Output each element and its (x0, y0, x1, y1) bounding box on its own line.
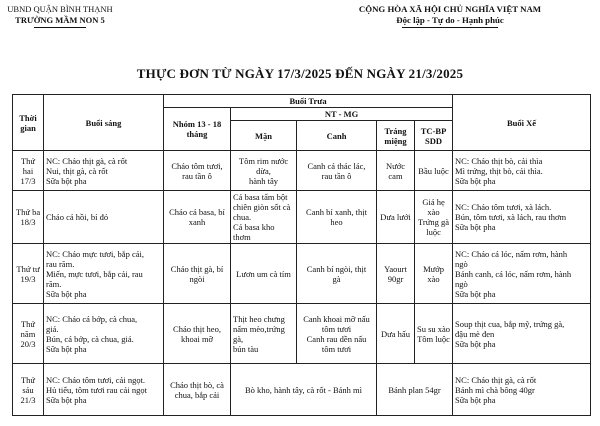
table-row (13, 151, 591, 191)
cell-line: Mì trứng, thịt bò, cải thìa. (455, 165, 543, 176)
cell-line: xanh (188, 217, 206, 227)
cell-line: ngò (455, 258, 468, 269)
cell-line: Canh bí xanh, thịt (306, 207, 367, 217)
col-special: TC-BP SDD (415, 121, 453, 151)
infant-cell (164, 244, 231, 304)
afternoon-cell (453, 304, 591, 364)
cell-line: Thứ tư (16, 263, 40, 274)
cell-line: Sữa bột pha (46, 343, 87, 354)
cell-line: Trứng gà (418, 217, 450, 227)
infant-cell (164, 364, 231, 416)
col-morning: Buổi sáng (44, 95, 164, 151)
cell-line: Canh khoai mỡ nấu (303, 313, 370, 324)
cell-line: hành tây (248, 175, 279, 186)
cell-line: chua. (233, 212, 252, 222)
cell-line: bún tàu (233, 343, 259, 354)
cell-line: NC: Cháo cá lóc, nấm rơm, hành (455, 248, 568, 259)
cell-line: Tôm rim nước dừa, (238, 155, 289, 176)
salty-cell (231, 191, 297, 244)
cell-line: chiên giòn sốt cà (233, 202, 291, 212)
day-cell (13, 151, 44, 191)
cell-line: Nước (385, 160, 405, 171)
special-cell (415, 151, 453, 191)
cell-line: ngò (455, 278, 468, 289)
morning-cell (44, 304, 164, 364)
cell-line: heo (330, 217, 343, 227)
cell-line: Sữa bột pha (455, 222, 496, 232)
cell-line: Cháo thịt heo, (173, 323, 221, 334)
table-row (13, 244, 591, 304)
cell-line: giá. (46, 323, 59, 334)
cell-line: Cháo cá hồi, bí đỏ (46, 212, 109, 222)
day-cell (13, 304, 44, 364)
cell-line: rau tần ô (182, 170, 212, 181)
cell-line: Cá basa kho thơm (233, 222, 275, 242)
cell-line: nấm mèo,trứng gà, (233, 323, 285, 344)
cell-line: Su su xào (417, 323, 451, 334)
dessert-cell (377, 151, 415, 191)
soup-cell (297, 244, 377, 304)
salty-cell (231, 244, 297, 304)
cell-line: NC: Cháo tôm tươi, cải ngọt. (46, 374, 146, 385)
cell-line: Cháo tôm tươi, (171, 160, 223, 171)
cell-line: Lươn um cà tím (236, 268, 291, 279)
cell-line: NC: Cháo thịt gà, cà rốt (46, 155, 128, 166)
special-cell (415, 244, 453, 304)
cell-line: ngòi (189, 273, 205, 284)
table-row (13, 304, 591, 364)
afternoon-cell (453, 364, 591, 416)
day-cell (13, 244, 44, 304)
cell-line: Soup thịt cua, bắp mỹ, trứng gà, (455, 318, 565, 329)
cell-line: Hủ tiếu, tôm tươi rau cải ngọt (46, 384, 147, 395)
cell-line: luộc (426, 227, 441, 237)
cell-line: Dưa lưới (380, 212, 411, 222)
header-right (300, 4, 600, 28)
cell-line: Bánh canh, cá lóc, nấm rơm, hành (455, 268, 572, 279)
morning-cell (44, 244, 164, 304)
cell-line: Thứ ba (15, 207, 41, 217)
col-soup: Canh (297, 121, 377, 151)
cell-line: Sữa bột pha (46, 175, 87, 186)
cell-line: Sữa bột pha (455, 288, 496, 299)
cell-line: cam (388, 170, 403, 181)
col-afternoon: Buổi Xế (453, 95, 591, 151)
afternoon-cell (453, 244, 591, 304)
cell-line: tôm tươi (321, 343, 352, 354)
cell-line: Dưa hấu (381, 328, 410, 339)
national-motto: Độc lập - Tự do - Hạnh phúc (396, 15, 504, 25)
soup-cell (297, 151, 377, 191)
cell-line: rau tần ô (321, 170, 352, 181)
cell-line: Mướp xào (423, 263, 444, 284)
cell-line: Miến, mực tươi, bắp cải, rau (46, 268, 143, 279)
cell-line: 90gr (387, 273, 404, 284)
cell-line: Giá hẹ xào (422, 197, 445, 217)
col-salty: Mặn (231, 121, 297, 151)
cell-line: Bún, cá bớp, cà chua, giá. (46, 333, 134, 344)
cell-line: rau răm. (46, 258, 75, 269)
cell-line: 18/3 (20, 217, 36, 227)
col-time: Thời gian (13, 95, 44, 151)
cell-line: Tôm luộc (417, 333, 450, 344)
cell-line: Bánh plan 54gr (388, 384, 441, 395)
morning-cell (44, 191, 164, 244)
special-cell (415, 191, 453, 244)
salty-cell (231, 304, 297, 364)
salty-cell (231, 151, 297, 191)
soup-cell (297, 304, 377, 364)
header-left (0, 4, 120, 28)
cell-line: Cháo thịt gà, bí (170, 263, 224, 274)
soup-cell (297, 191, 377, 244)
morning-cell (44, 151, 164, 191)
cell-line: 20/3 (20, 338, 36, 349)
cell-line: Sữa bột pha (46, 288, 87, 299)
col-dessert: Tráng miệng (377, 121, 415, 151)
menu-table (12, 94, 591, 416)
cell-line: Bầu luộc (418, 165, 449, 176)
afternoon-cell (453, 191, 591, 244)
cell-line: Sữa bột pha (46, 394, 87, 405)
cell-line: khoai mỡ (180, 333, 214, 344)
cell-line: Thịt heo chưng (233, 313, 285, 324)
cell-line: Bún, tôm tươi, xà lách, rau thơm (455, 212, 567, 222)
cell-line: 17/3 (20, 175, 36, 186)
cell-line: chua, bắp cải (174, 389, 220, 400)
cell-line: 19/3 (20, 273, 36, 284)
cell-line: NC: Cháo thịt bò, cải thìa (455, 155, 543, 166)
cell-line: tôm tươi (321, 323, 352, 334)
cell-line: Cá basa tẩm bột (233, 192, 288, 202)
cell-line: NC: Cháo mực tươi, bắp cải, (46, 248, 144, 259)
dessert-cell (377, 191, 415, 244)
org-name: UBND QUẬN BÌNH THẠNH (7, 4, 113, 14)
cell-line: năm (20, 328, 36, 339)
special-cell (415, 304, 453, 364)
dessert-cell (377, 304, 415, 364)
cell-line: Thứ (20, 318, 36, 329)
cell-line: đậu mè đen (455, 328, 495, 339)
cell-line: Cháo cá basa, bí (169, 207, 225, 217)
school-underline (34, 27, 86, 28)
cell-line: Sữa bột pha (455, 175, 496, 186)
cell-line: gà (332, 273, 341, 284)
document-title: THỰC ĐƠN TỪ NGÀY 17/3/2025 ĐẾN NGÀY 21/3/2025 (136, 66, 464, 81)
cell-line: 21/3 (20, 394, 36, 405)
cell-line: Canh bí ngòi, thịt (306, 263, 367, 274)
cell-line: Yaourt (384, 263, 407, 274)
cell-line: NC: Cháo tôm tươi, xà lách. (455, 202, 552, 212)
cell-line: NC: Cháo cá bớp, cà chua, (46, 313, 138, 324)
col-ntmg: NT - MG (231, 108, 453, 121)
cell-line: Canh cá thác lác, (307, 160, 366, 171)
cell-line: Bánh mì chà bông 40gr (455, 384, 535, 395)
afternoon-cell (453, 151, 591, 191)
cell-line: răm. (46, 278, 62, 289)
infant-cell (164, 151, 231, 191)
dessert-cell (377, 244, 415, 304)
table-row (13, 364, 591, 416)
day-cell (13, 364, 44, 416)
cell-line: Sữa bột pha (455, 394, 496, 405)
dessert-special-cell (377, 364, 453, 416)
cell-line: Thứ sáu (20, 374, 36, 395)
cell-line: Thứ hai (20, 155, 36, 176)
cell-line: Sữa bột pha (455, 338, 496, 349)
school-name: TRƯỜNG MẦM NON 5 (15, 15, 105, 25)
cell-line: Cháo thịt bò, cà (170, 379, 224, 390)
day-cell (13, 191, 44, 244)
main-dish-cell (231, 364, 377, 416)
cell-line: Bò kho, hành tây, cà rốt - Bánh mì (244, 384, 362, 395)
cell-line: Nui, thịt gà, cà rốt (46, 165, 108, 176)
col-infant: Nhóm 13 - 18 tháng (164, 108, 231, 151)
infant-cell (164, 304, 231, 364)
col-lunch: Buổi Trưa (164, 95, 453, 108)
table-row (13, 191, 591, 244)
country-name: CỘNG HÒA XÃ HỘI CHỦ NGHĨA VIỆT NAM (358, 4, 542, 14)
morning-cell (44, 364, 164, 416)
cell-line: Canh rau dền nấu (306, 333, 367, 344)
infant-cell (164, 191, 231, 244)
cell-line: NC: Cháo thịt gà, cà rốt (455, 374, 537, 385)
motto-underline (402, 27, 498, 28)
